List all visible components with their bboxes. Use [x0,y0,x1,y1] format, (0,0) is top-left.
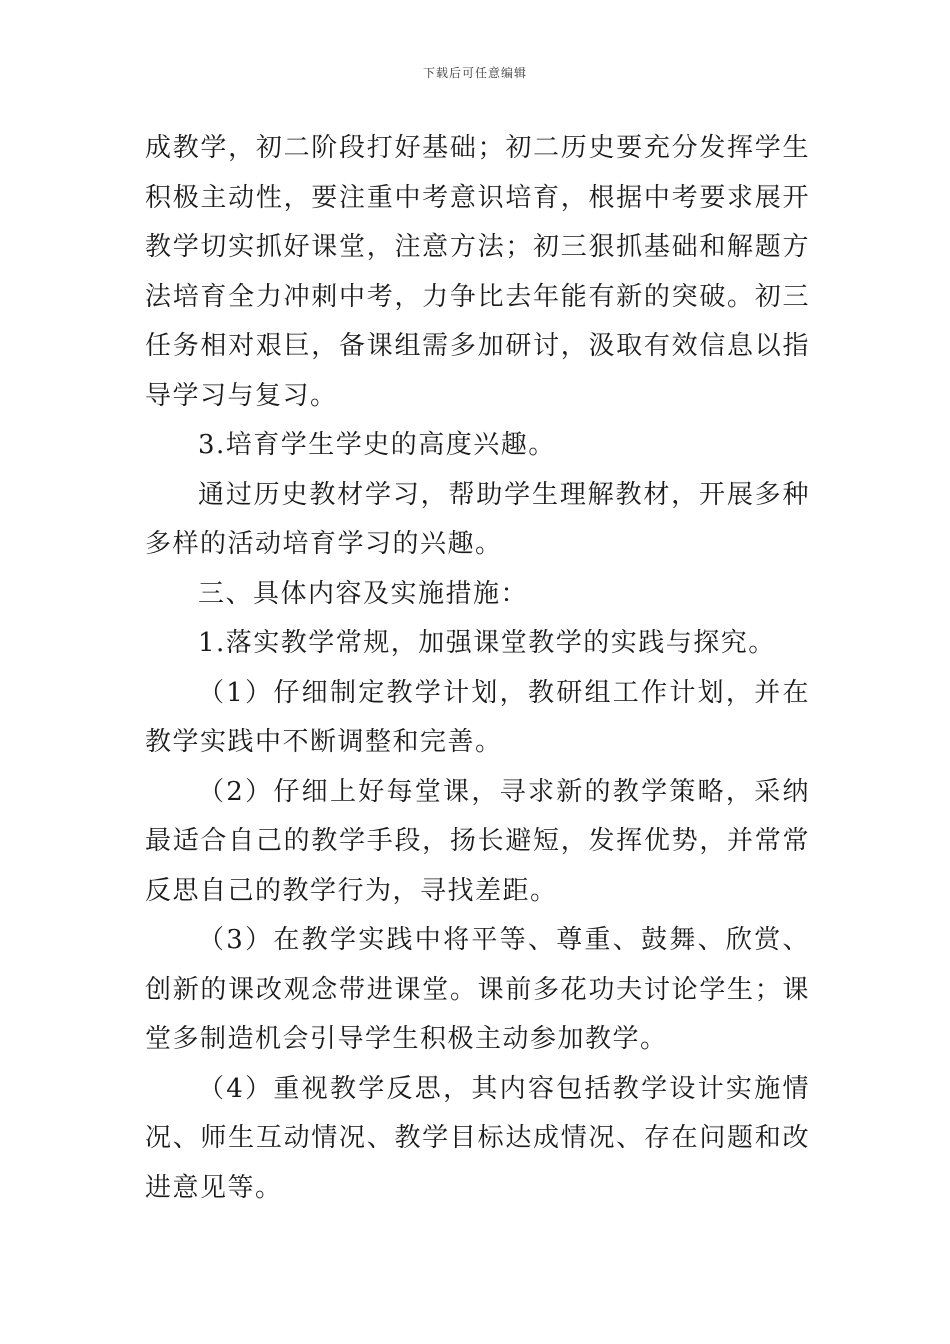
page-header: 下载后可任意编辑 [422,66,527,80]
paragraph-item-3-heading: 3.培育学生学史的高度兴趣。 [198,430,556,460]
section-heading-3: 三、具体内容及实施措施： [198,578,529,609]
paragraph-point-4: （4）重视教学反思，其内容包括教学设计实施情况、师生互动情况、教学目标达成情况、存在问题和改进意见等。 [145,1073,810,1203]
paragraph-continued: 成教学，初二阶段打好基础；初二历史要充分发挥学生积极主动性，要注重中考意识培育，根据中考要求展开教学切实抓好课堂，注意方法；初三狠抓基础和解题方法培育全力冲刺中考，力争比去年能有新的突破。初三任务相对艰巨，备课组需多加研讨，汲取有效信息以指导学习与复习。 [145,133,810,411]
paragraph-point-2: （2）仔细上好每堂课，寻求新的教学策略，采纳最适合自己的教学手段，扬长避短，发挥优势，并常常反思自己的教学行为，寻找差距。 [145,776,810,906]
paragraph-subsection-1: 1.落实教学常规，加强课堂教学的实践与探究。 [198,628,776,658]
paragraph-item-3-body: 通过历史教材学习，帮助学生理解教材，开展多种多样的活动培育学习的兴趣。 [145,479,810,559]
paragraph-point-3: （3）在教学实践中将平等、尊重、鼓舞、欣赏、创新的课改观念带进课堂。课前多花功夫讨论学生；课堂多制造机会引导学生积极主动参加教学。 [145,925,810,1054]
paragraph-point-1: （1）仔细制定教学计划，教研组工作计划，并在教学实践中不断调整和完善。 [145,677,810,757]
document-body [145,124,810,1213]
